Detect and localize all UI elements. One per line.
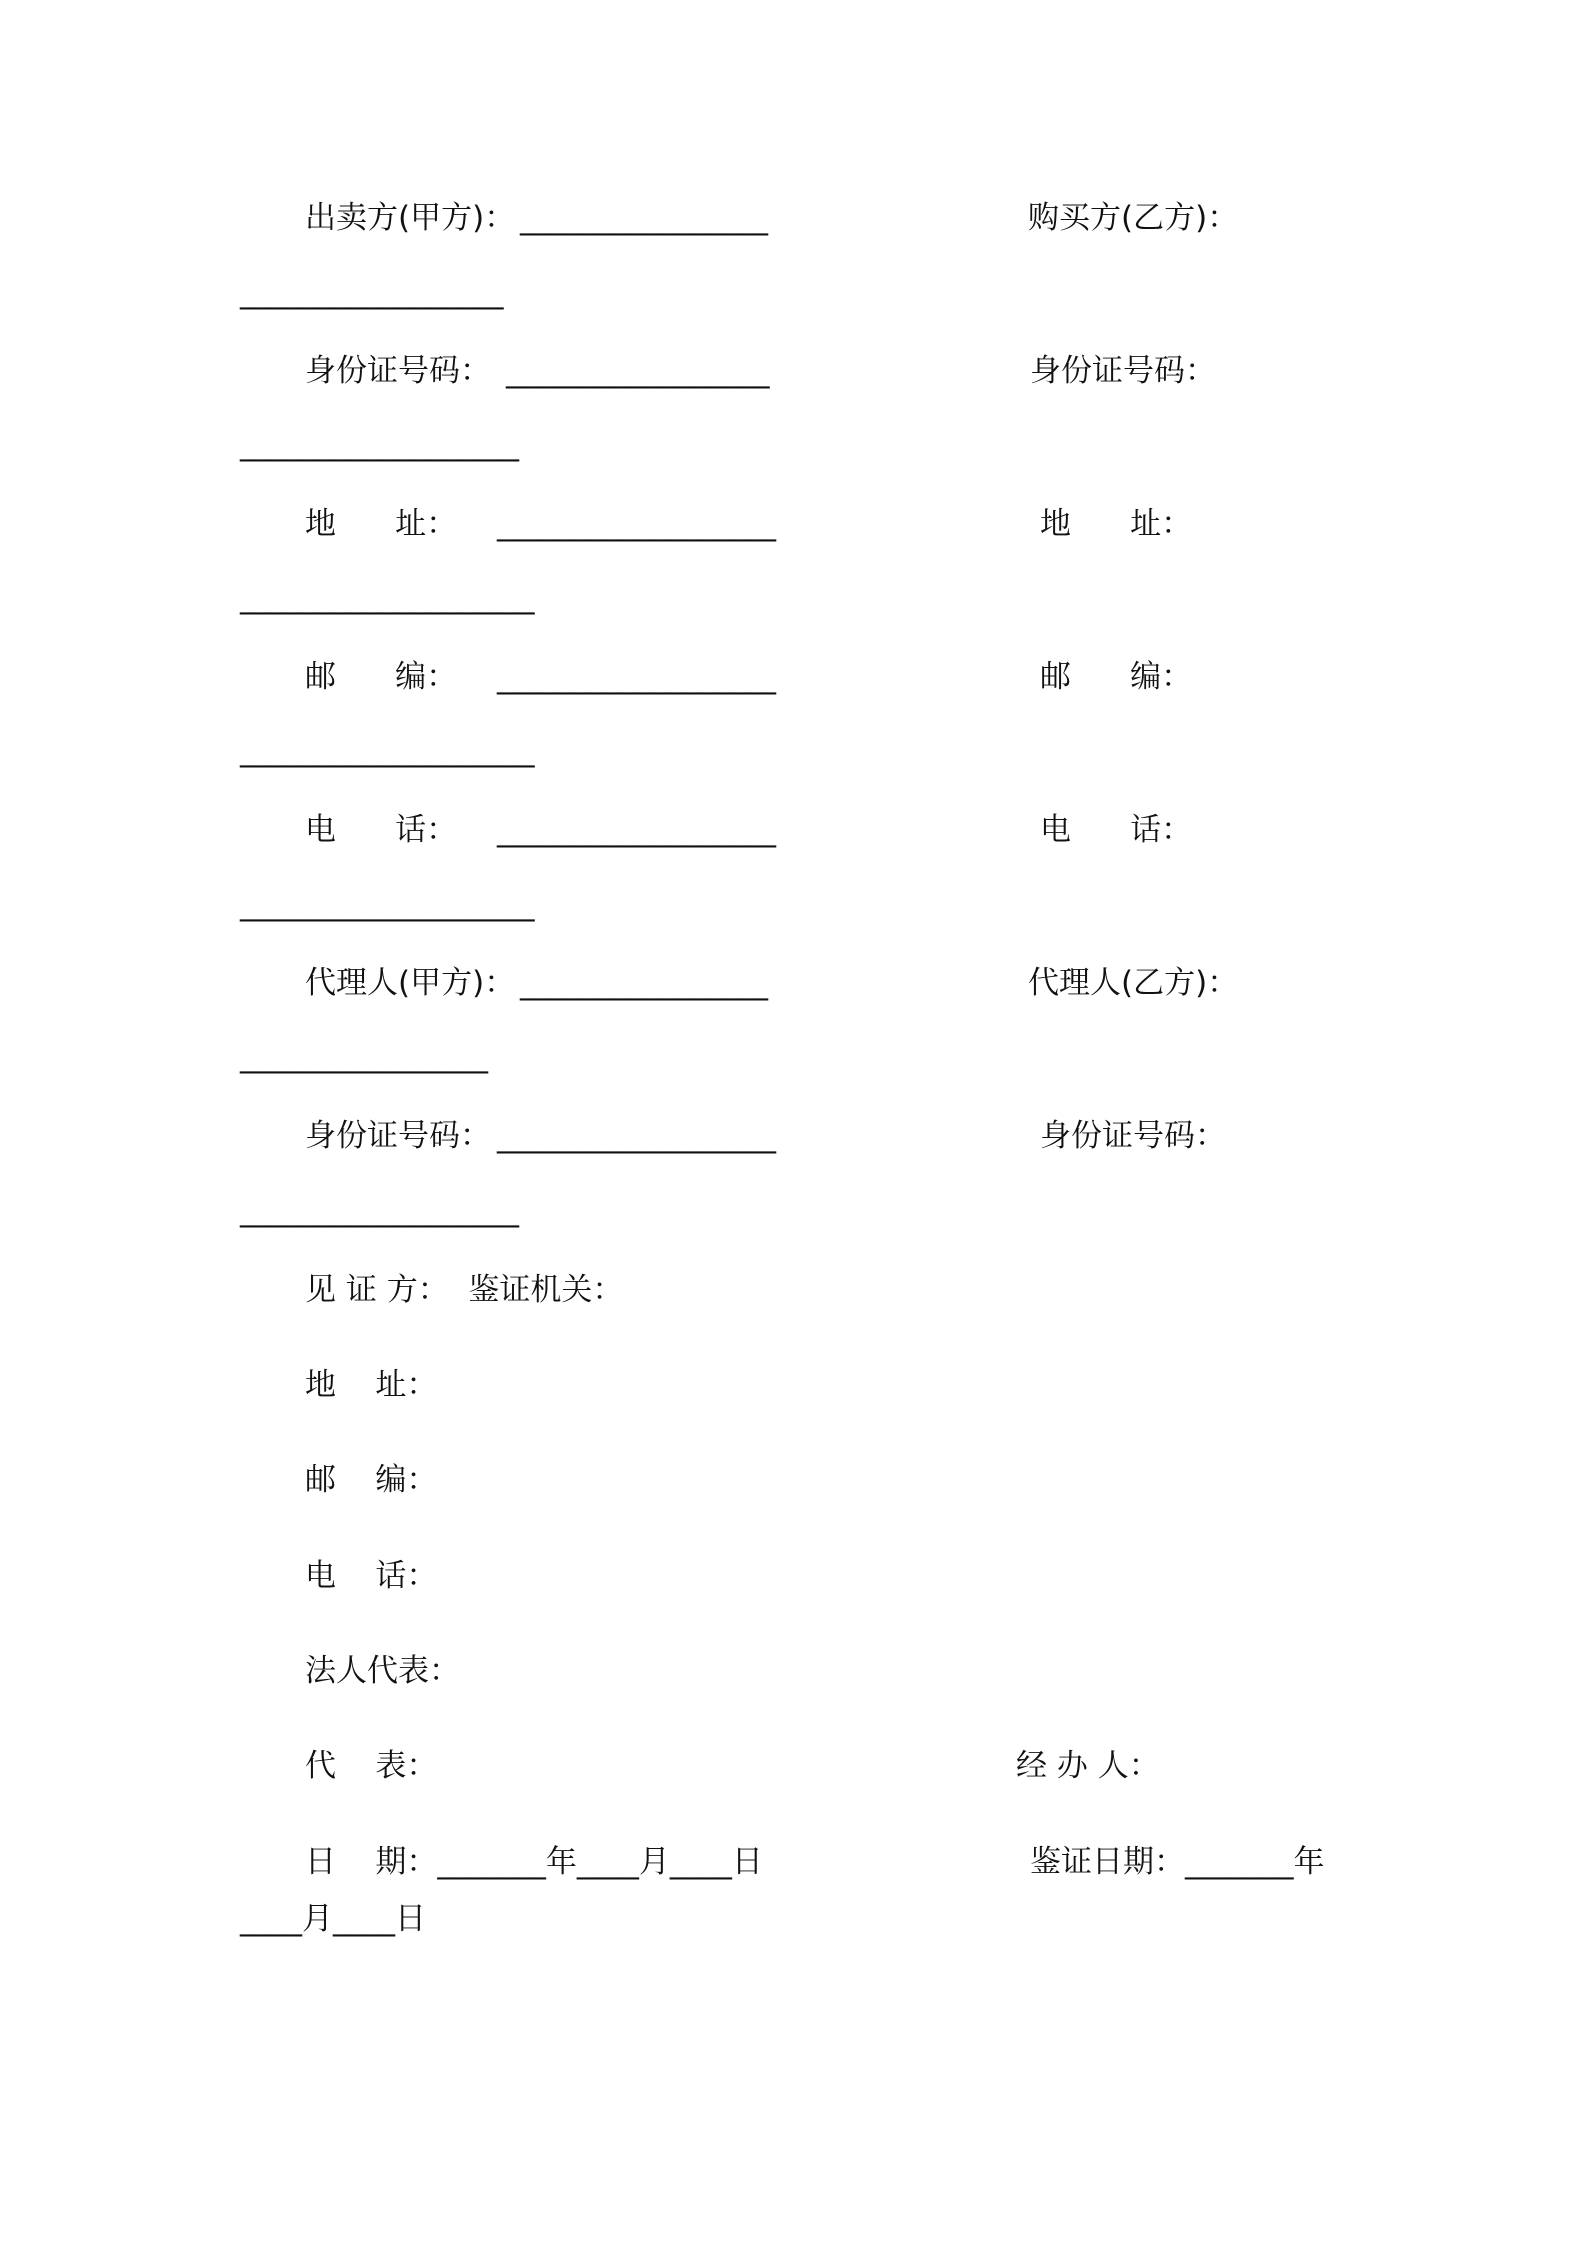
- buyer-postcode-label: 邮 编：: [1040, 659, 1193, 695]
- seller-agent-id-label: 身份证号码：: [305, 1118, 491, 1154]
- seller-postcode-blank: __________________: [497, 659, 776, 695]
- buyer-phone-blank: ___________________: [240, 886, 535, 922]
- buyer-id-blank: __________________: [240, 426, 519, 462]
- buyer-agent-id-blank: __________________: [240, 1192, 519, 1228]
- seller-id-label: 身份证号码：: [305, 353, 491, 389]
- seller-agent-blank: ________________: [520, 965, 768, 1001]
- seller-postcode-label: 邮 编：: [305, 659, 458, 695]
- seller-phone-label: 电 话：: [305, 812, 458, 848]
- witness-legal-rep-label: 法人代表：: [305, 1653, 460, 1689]
- buyer-phone-label: 电 话：: [1040, 812, 1193, 848]
- buyer-address-blank: ___________________: [240, 579, 535, 615]
- seller-address-label: 地 址：: [305, 506, 458, 542]
- buyer-agent-blank: ________________: [240, 1038, 488, 1074]
- buyer-address-label: 地 址：: [1040, 506, 1193, 542]
- seller-phone-blank: __________________: [497, 812, 776, 848]
- witness-handler-label: 经 办 人：: [1016, 1748, 1160, 1784]
- seller-agent-id-blank: __________________: [497, 1118, 776, 1154]
- witness-postcode-label: 邮 编：: [305, 1462, 438, 1498]
- buyer-id-label: 身份证号码：: [1030, 353, 1216, 389]
- witness-address-label: 地 址：: [305, 1367, 438, 1403]
- witness-phone-label: 电 话：: [305, 1558, 438, 1594]
- signing-date-line: 日 期：_______年____月____日: [305, 1844, 763, 1880]
- buyer-party-label: 购买方(乙方)：: [1028, 200, 1239, 236]
- seller-party-label: 出卖方(甲方)：: [305, 200, 516, 236]
- seller-party-blank: ________________: [520, 200, 768, 236]
- seller-address-blank: __________________: [497, 506, 776, 542]
- verify-date-line: 鉴证日期：_______年: [1030, 1844, 1325, 1880]
- witness-title: 见 证 方： 鉴证机关：: [305, 1272, 624, 1308]
- seller-id-blank: _________________: [506, 353, 770, 389]
- buyer-agent-label: 代理人(乙方)：: [1028, 965, 1239, 1001]
- witness-representative-label: 代 表：: [305, 1748, 438, 1784]
- verify-date-line-continued: ____月____日: [240, 1901, 426, 1937]
- buyer-party-blank: _________________: [240, 274, 504, 310]
- seller-agent-label: 代理人(甲方)：: [305, 965, 516, 1001]
- buyer-agent-id-label: 身份证号码：: [1040, 1118, 1226, 1154]
- buyer-postcode-blank: ___________________: [240, 732, 535, 768]
